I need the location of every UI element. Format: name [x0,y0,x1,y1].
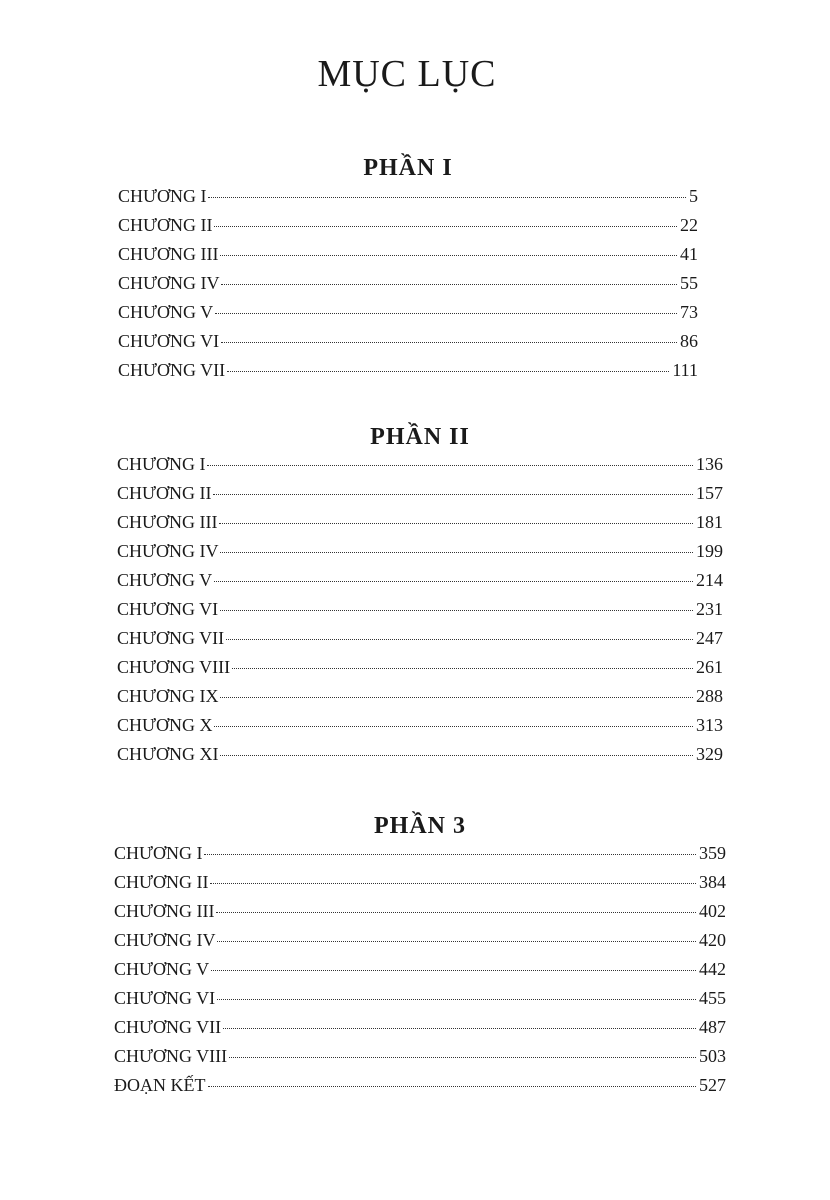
toc-entry [114,1017,726,1046]
toc-entry [118,186,698,215]
toc-entry [117,512,723,541]
dot-leader [227,371,669,372]
toc-entry [114,872,726,901]
dot-leader [208,197,686,198]
toc-entry [118,215,698,244]
dot-leader [219,523,693,524]
dot-leader [208,1086,697,1087]
dot-leader [223,1028,696,1029]
part-3-title: PHẦN 3 [374,813,466,839]
part-1-section [118,150,698,390]
toc-entry-label: CHƯƠNG III [118,244,219,264]
dot-leader [220,610,693,611]
toc-entry [117,541,723,570]
toc-entry-label: CHƯƠNG II [117,483,212,503]
dot-leader [216,912,696,913]
toc-entry [114,930,726,959]
toc-entry-label: CHƯƠNG I [118,186,207,206]
toc-entry-label: CHƯƠNG II [114,872,209,892]
toc-entry [117,657,723,686]
toc-entry-label: CHƯƠNG VII [118,360,226,380]
toc-entry-page-number: 214 [696,570,723,590]
part-2-section [117,418,723,778]
toc-entry-label: ĐOẠN KẾT [114,1075,206,1095]
part-3-section [114,806,726,1116]
part-2-entries [117,454,723,773]
page-title: MỤC LỤC [317,53,497,95]
dot-leader [214,581,693,582]
toc-entry-page-number: 503 [699,1046,726,1066]
toc-entry-page-number: 420 [699,930,726,950]
toc-entry-label: CHƯƠNG IV [114,930,216,950]
toc-entry-label: CHƯƠNG VII [117,628,225,648]
toc-entry [117,570,723,599]
toc-entry [117,686,723,715]
toc-entry-page-number: 111 [672,360,698,380]
toc-entry-label: CHƯƠNG VIII [117,657,231,677]
toc-entry-page-number: 86 [680,331,698,351]
part-1-title: PHẦN I [363,155,453,181]
toc-entry-page-number: 455 [699,988,726,1008]
toc-entry-label: CHƯƠNG IV [117,541,219,561]
toc-entry [117,744,723,773]
toc-entry-label: CHƯƠNG VI [114,988,216,1008]
dot-leader [220,552,693,553]
toc-entry-label: CHƯƠNG V [114,959,210,979]
toc-entry-label: CHƯƠNG V [118,302,214,322]
toc-entry-label: CHƯƠNG III [117,512,218,532]
toc-entry [118,331,698,360]
toc-entry [114,901,726,930]
dot-leader [220,755,693,756]
toc-entry-page-number: 261 [696,657,723,677]
toc-entry-page-number: 73 [680,302,698,322]
dot-leader [220,697,693,698]
part-2-title: PHẦN II [370,424,470,450]
toc-entry-label: CHƯƠNG VII [114,1017,222,1037]
toc-entry [118,302,698,331]
toc-entry [114,988,726,1017]
dot-leader [229,1057,696,1058]
toc-entry-label: CHƯƠNG VI [117,599,219,619]
toc-entry-page-number: 329 [696,744,723,764]
toc-entry-page-number: 313 [696,715,723,735]
toc-entry-page-number: 247 [696,628,723,648]
dot-leader [221,342,677,343]
toc-entry-page-number: 22 [680,215,698,235]
dot-leader [211,970,696,971]
toc-entry-label: CHƯƠNG IV [118,273,220,293]
toc-entry-label: CHƯƠNG III [114,901,215,921]
dot-leader [215,313,677,314]
toc-entry [118,360,698,389]
toc-entry [118,273,698,302]
dot-leader [220,255,677,256]
toc-entry [117,599,723,628]
dot-leader [232,668,693,669]
toc-entry-label: CHƯƠNG VIII [114,1046,228,1066]
toc-entry [114,1075,726,1104]
toc-entry [117,483,723,512]
toc-entry [117,715,723,744]
toc-entry-label: CHƯƠNG IX [117,686,219,706]
toc-entry [118,244,698,273]
toc-entry-page-number: 402 [699,901,726,921]
toc-entry-page-number: 384 [699,872,726,892]
toc-entry-page-number: 359 [699,843,726,863]
toc-entry-label: CHƯƠNG II [118,215,213,235]
dot-leader [226,639,693,640]
toc-entry-label: CHƯƠNG XI [117,744,219,764]
toc-entry [114,959,726,988]
toc-entry-label: CHƯƠNG I [117,454,206,474]
dot-leader [217,941,696,942]
toc-entry-page-number: 442 [699,959,726,979]
toc-entry [114,843,726,872]
toc-entry-page-number: 199 [696,541,723,561]
toc-entry-page-number: 181 [696,512,723,532]
toc-entry [114,1046,726,1075]
toc-entry-page-number: 231 [696,599,723,619]
toc-entry-page-number: 487 [699,1017,726,1037]
toc-entry-label: CHƯƠNG VI [118,331,220,351]
toc-entry-label: CHƯƠNG X [117,715,213,735]
dot-leader [204,854,696,855]
toc-entry-page-number: 5 [689,186,698,206]
dot-leader [210,883,696,884]
toc-entry-label: CHƯƠNG V [117,570,213,590]
toc-entry-page-number: 288 [696,686,723,706]
toc-entry-page-number: 136 [696,454,723,474]
part-1-entries [118,186,698,389]
toc-entry-page-number: 55 [680,273,698,293]
toc-entry [117,454,723,483]
toc-entry-page-number: 527 [699,1075,726,1095]
toc-entry [117,628,723,657]
toc-entry-label: CHƯƠNG I [114,843,203,863]
dot-leader [214,226,677,227]
dot-leader [217,999,696,1000]
dot-leader [213,494,693,495]
toc-entry-page-number: 157 [696,483,723,503]
toc-entry-page-number: 41 [680,244,698,264]
dot-leader [207,465,693,466]
dot-leader [221,284,677,285]
part-3-entries [114,843,726,1104]
dot-leader [214,726,693,727]
